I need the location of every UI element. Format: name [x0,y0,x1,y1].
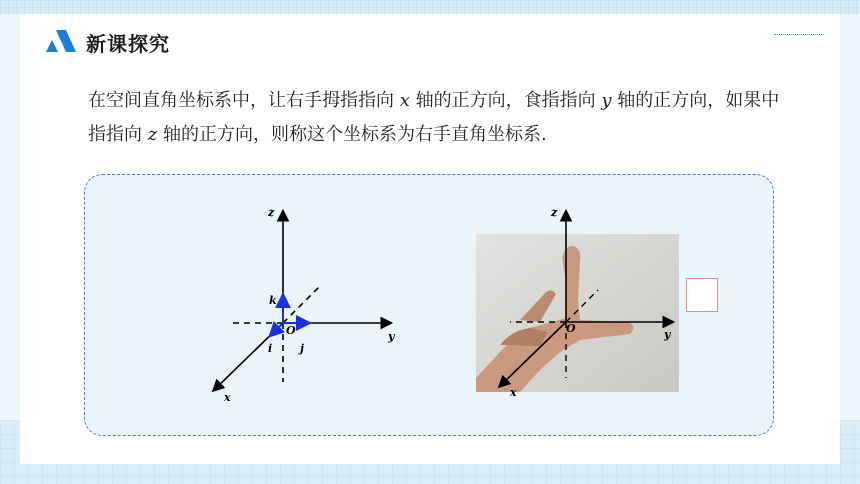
photo-x-label: x [510,386,517,399]
photo-origin-label: O [566,322,576,335]
text-seg4: 轴的正方向，则称这个坐标系为右手直角坐标系. [162,124,547,145]
text-seg2: 轴的正方向，食指指向 [415,90,596,111]
x-label: x [224,391,231,404]
placeholder-box [686,278,718,312]
page-title: 新课探究 [86,32,170,56]
var-x: x [399,90,410,111]
y-label: y [388,330,395,343]
origin-label: O [286,324,296,337]
z-label: z [268,206,275,219]
var-z: z [147,124,158,145]
k-label: k [269,294,277,307]
text-seg3: 轴的正方向，如果中指指向 [88,90,780,145]
var-y: y [601,90,612,111]
j-label: j [300,342,304,355]
i-label: i [268,342,273,355]
text-seg1: 在空间直角坐标系中，让右手拇指指向 [88,90,394,111]
photo-y-label: y [664,328,671,341]
photo-z-label: z [551,206,558,219]
